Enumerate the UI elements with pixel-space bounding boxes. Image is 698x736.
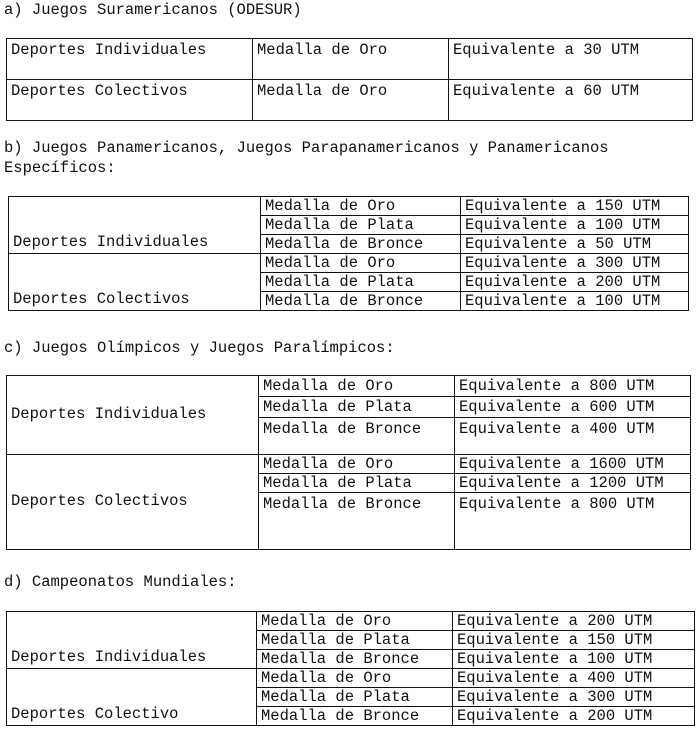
value-cell: Equivalente a 1200 UTM (455, 474, 691, 493)
section-a-heading: a) Juegos Suramericanos (ODESUR) (4, 1, 302, 19)
category-cell: Deportes Individuales (7, 612, 257, 669)
value-cell: Equivalente a 800 UTM (455, 493, 691, 550)
table-row (7, 376, 691, 397)
value-cell: Equivalente a 100 UTM (461, 292, 689, 311)
medal-cell: Medalla de Plata (257, 631, 453, 650)
value-cell: Equivalente a 800 UTM (455, 376, 691, 397)
medal-cell: Medalla de Oro (257, 612, 453, 631)
value-cell: Equivalente a 200 UTM (453, 707, 695, 726)
medal-cell: Medalla de Oro (261, 254, 461, 273)
value-cell: Equivalente a 150 UTM (453, 631, 695, 650)
section-a-table (6, 38, 693, 121)
medal-cell: Medalla de Oro (259, 376, 455, 397)
medal-cell: Medalla de Oro (253, 80, 449, 121)
table-row (7, 612, 695, 631)
section-d-heading: d) Campeonatos Mundiales: (4, 573, 237, 591)
table-row (9, 197, 689, 216)
category-cell: Deportes Individuales (7, 376, 259, 455)
medal-cell: Medalla de Plata (261, 273, 461, 292)
value-cell: Equivalente a 200 UTM (453, 612, 695, 631)
value-cell: Equivalente a 100 UTM (461, 216, 689, 235)
medal-cell: Medalla de Bronce (261, 235, 461, 254)
medal-cell: Medalla de Bronce (259, 418, 455, 455)
value-cell: Equivalente a 30 UTM (449, 39, 693, 80)
medal-cell: Medalla de Bronce (261, 292, 461, 311)
table-row (7, 80, 693, 121)
table-row (9, 254, 689, 273)
category-cell: Deportes Individuales (9, 197, 261, 254)
section-b-table (8, 196, 689, 311)
medal-cell: Medalla de Plata (259, 474, 455, 493)
table-row (7, 39, 693, 80)
value-cell: Equivalente a 400 UTM (455, 418, 691, 455)
medal-cell: Medalla de Oro (261, 197, 461, 216)
category-cell: Deportes Colectivos (7, 455, 259, 550)
section-c-table (6, 375, 691, 550)
section-d-table (6, 611, 695, 726)
value-cell: Equivalente a 1600 UTM (455, 455, 691, 474)
value-cell: Equivalente a 100 UTM (453, 650, 695, 669)
table-row (7, 455, 691, 474)
value-cell: Equivalente a 600 UTM (455, 397, 691, 418)
medal-cell: Medalla de Oro (253, 39, 449, 80)
value-cell: Equivalente a 60 UTM (449, 80, 693, 121)
medal-cell: Medalla de Bronce (257, 707, 453, 726)
section-b-heading: b) Juegos Panamericanos, Juegos Parapanamericanos y Panamericanos Específicos: (4, 139, 609, 177)
medal-cell: Medalla de Plata (261, 216, 461, 235)
category-cell: Deportes Colectivos (7, 80, 253, 121)
value-cell: Equivalente a 150 UTM (461, 197, 689, 216)
value-cell: Equivalente a 50 UTM (461, 235, 689, 254)
medal-cell: Medalla de Oro (259, 455, 455, 474)
value-cell: Equivalente a 300 UTM (461, 254, 689, 273)
value-cell: Equivalente a 300 UTM (453, 688, 695, 707)
category-cell: Deportes Individuales (7, 39, 253, 80)
medal-cell: Medalla de Plata (257, 688, 453, 707)
category-cell: Deportes Colectivo (7, 669, 257, 726)
section-c-heading: c) Juegos Olímpicos y Juegos Paralímpicos: (4, 339, 395, 357)
medal-cell: Medalla de Plata (259, 397, 455, 418)
medal-cell: Medalla de Oro (257, 669, 453, 688)
value-cell: Equivalente a 400 UTM (453, 669, 695, 688)
category-cell: Deportes Colectivos (9, 254, 261, 311)
table-row (7, 669, 695, 688)
medal-cell: Medalla de Bronce (259, 493, 455, 550)
value-cell: Equivalente a 200 UTM (461, 273, 689, 292)
medal-cell: Medalla de Bronce (257, 650, 453, 669)
